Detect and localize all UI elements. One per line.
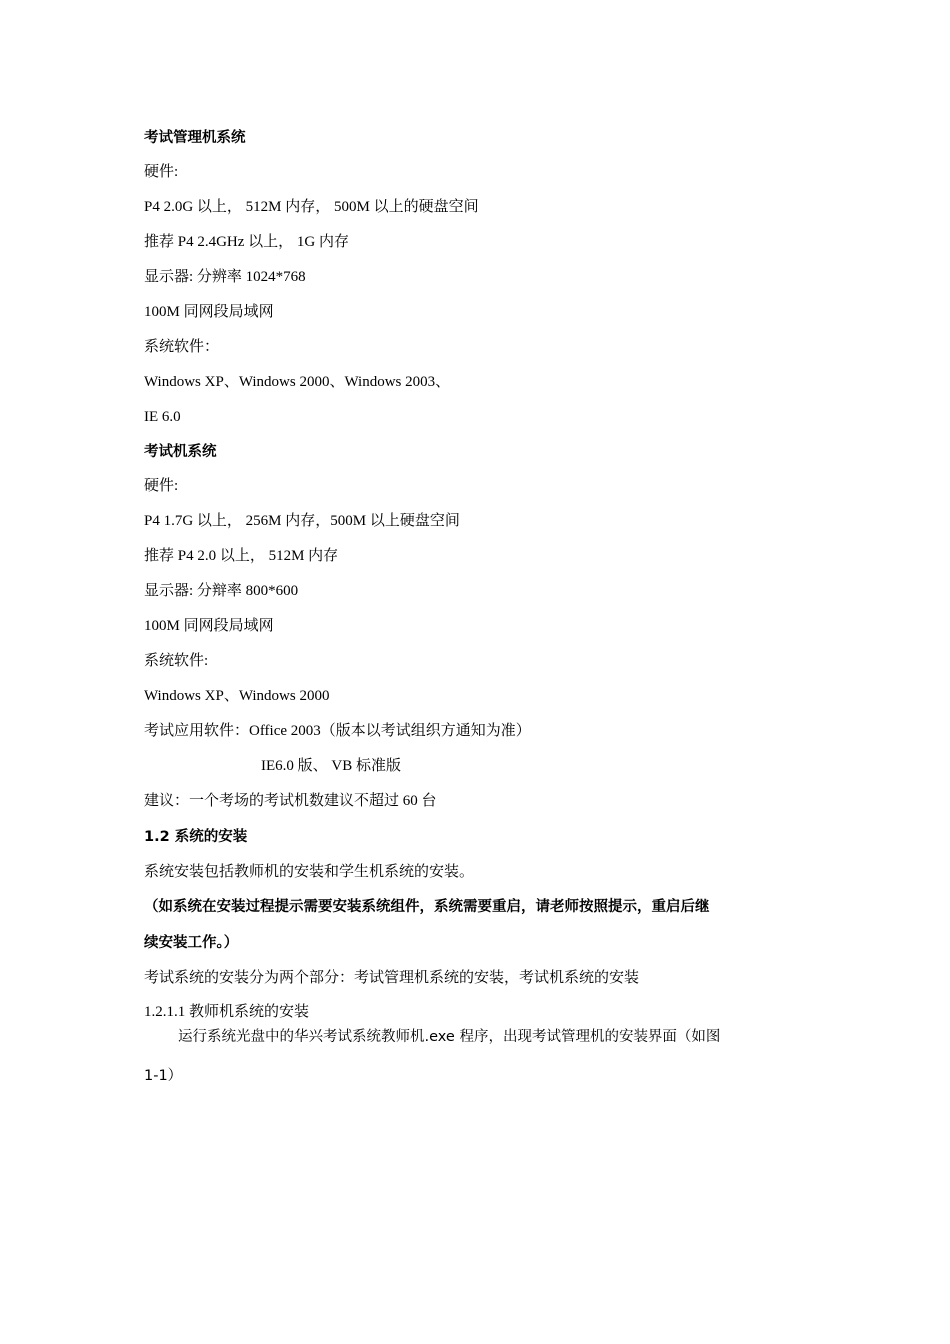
text-admin-display: 显示器: 分辨率 1024*768 [144,269,306,285]
text-client-os: Windows XP、Windows 2000 [144,688,330,704]
heading-exam-admin-system: 考试管理机系统 [144,130,246,146]
text-install-note-line2: 续安装工作。） [144,935,239,951]
text-admin-hardware-recommended: 推荐 P4 2.4GHz 以上， 1G 内存 [144,234,349,250]
text-install-note-line1: （如系统在安装过程提示需要安装系统组件，系统需要重启，请老师按照提示，重启后继 [144,899,710,915]
text-admin-ie: IE 6.0 [144,409,181,425]
text-client-network: 100M 同网段局域网 [144,618,274,634]
text-run-installer-line2: 1-1） [144,1068,183,1084]
text-system-software-label: 系统软件： [144,339,220,355]
text-hardware-label-2: 硬件: [144,478,179,494]
text-install-overview: 系统安装包括教师机的安装和学生机系统的安装。 [144,864,475,880]
heading-section-1-2: 1.2 系统的安装 [144,829,248,845]
text-admin-network: 100M 同网段局域网 [144,304,274,320]
text-client-hardware-recommended: 推荐 P4 2.0 以上， 512M 内存 [144,548,339,564]
text-system-software-label-2: 系统软件: [144,653,209,669]
text-hardware-label: 硬件: [144,164,179,180]
text-exam-app-software: 考试应用软件：Office 2003（版本以考试组织方通知为准） [144,723,531,739]
heading-section-1-2-1-1: 1.2.1.1 教师机系统的安装 [144,1004,310,1020]
text-run-installer-line1: 运行系统光盘中的华兴考试系统教师机.exe 程序，出现考试管理机的安装界面（如图 [178,1029,721,1045]
text-admin-hardware-min: P4 2.0G 以上， 512M 内存， 500M 以上的硬盘空间 [144,199,479,215]
text-suggestion: 建议：一个考场的考试机数建议不超过 60 台 [144,793,437,809]
text-admin-os: Windows XP、Windows 2000、Windows 2003、 [144,374,451,390]
text-client-display: 显示器: 分辩率 800*600 [144,583,299,599]
text-exam-app-software-cont: IE6.0 版、 VB 标准版 [261,758,401,774]
text-client-hardware-min: P4 1.7G 以上， 256M 内存，500M 以上硬盘空间 [144,513,460,529]
heading-exam-machine-system: 考试机系统 [144,444,217,460]
text-install-parts: 考试系统的安装分为两个部分：考试管理机系统的安装，考试机系统的安装 [144,970,640,986]
